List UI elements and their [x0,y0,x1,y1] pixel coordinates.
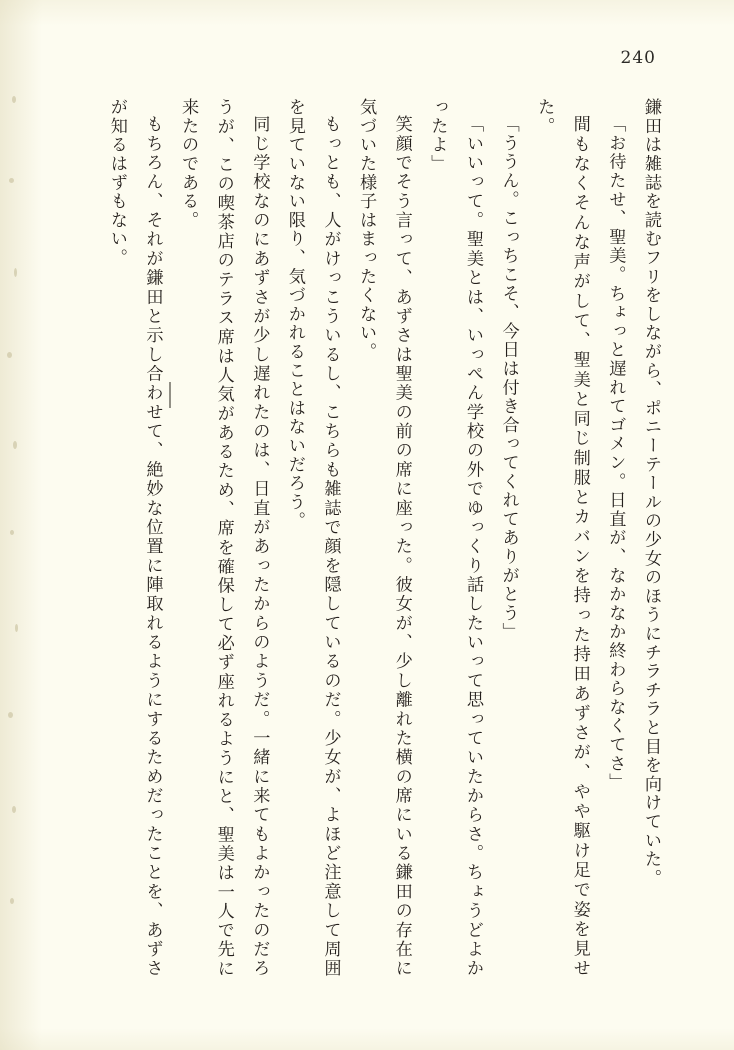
pen-underline-mark [169,382,171,408]
body-paragraph: 「いいって。聖美とは、いっぺん学校の外でゆっくり話したいって思っていたからさ。ちょうどよかったよ」 [427,98,483,978]
body-paragraph: 笑顔でそう言って、あずさは聖美の前の席に座った。彼女が、少し離れた横の席にいる鎌田の存在に気づいた様子はまったくない。 [356,98,412,978]
binding-speckles [0,0,46,1050]
body-paragraph: 間もなくそんな声がして、聖美と同じ制服とカバンを持った持田あずさが、やや駆け足で姿を見せた。 [534,98,590,978]
body-paragraph: 鎌田は雑誌を読むフリをしながら、ポニーテールの少女のほうにチラチラと目を向けていた。 [641,98,661,888]
body-paragraph: 「お待たせ、聖美。ちょっと遅れてゴメン。日直が、なかなか終わらなくてさ」 [605,115,626,792]
page-number: 240 [620,48,656,68]
body-text [96,98,668,978]
body-paragraph: 「ううん。こっちこそ、今日は付き合ってくれてありがとう」 [498,115,519,642]
body-paragraph: もちろん、それが鎌田と示し合わせて、絶妙な位置に陣取れるようにするためだったことを、あずさが知るはずもない。 [106,98,163,978]
body-paragraph: 同じ学校なのにあずさが少し遅れたのは、日直があったからのようだ。一緒に来てもよかったのだろうが、この喫茶店のテラス席は人気があるため、席を確保して必ず座れるようにと、聖美は一人で先に来たのである。 [178,98,270,978]
body-paragraph: もっとも、人がけっこういるし、こちらも雑誌で顔を隠しているのだ。少女が、よほど注意して周囲を見ていない限り、気づかれることはないだろう。 [284,98,341,978]
